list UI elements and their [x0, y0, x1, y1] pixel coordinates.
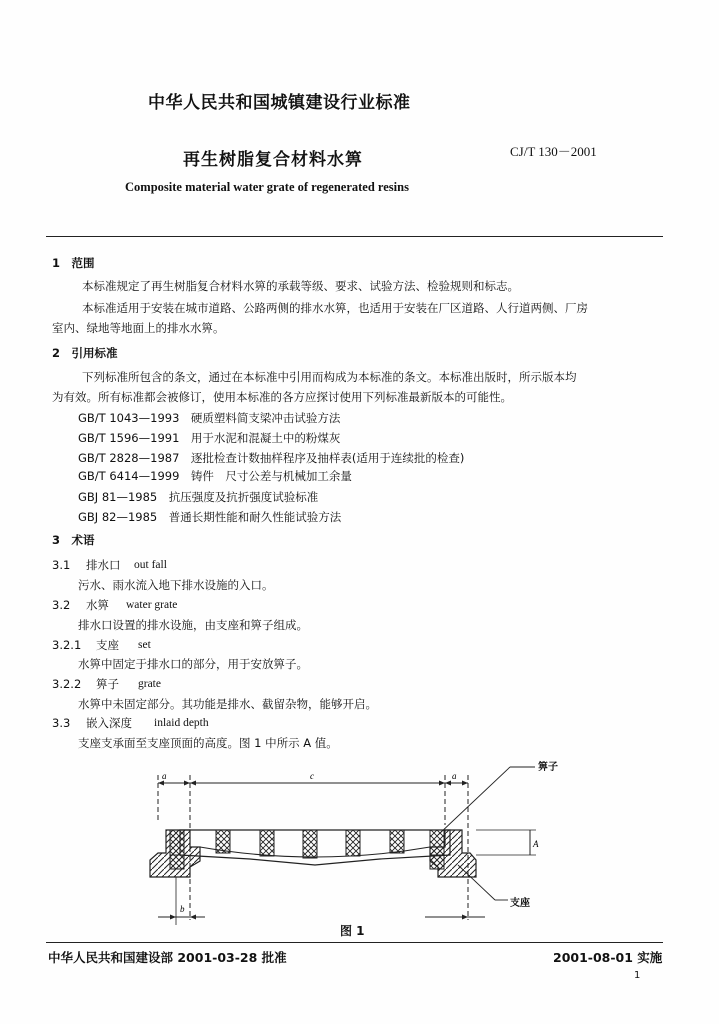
term-3-1-en: out fall — [134, 559, 167, 571]
section-1-heading: 1 范围 — [52, 256, 95, 270]
grate-bar-4 — [303, 830, 317, 858]
grate-bar-6 — [390, 830, 404, 853]
term-3-1-number: 3.1 — [52, 558, 71, 572]
term-3-2-1-definition: 水箅中固定于排水口的部分，用于安放箅子。 — [78, 657, 308, 671]
grate-bar-3 — [260, 830, 274, 856]
grate-bar-1 — [170, 830, 184, 855]
grate-bar-right-lower — [430, 855, 444, 869]
term-3-3-cn: 嵌入深度 — [86, 716, 132, 730]
term-3-2-2-definition: 水箅中未固定部分。其功能是排水、截留杂物，能够开启。 — [78, 697, 377, 711]
arrow-a-right — [445, 781, 451, 786]
arrow-c-left — [184, 781, 190, 786]
reference-2: GB/T 1596—1991 用于水泥和混凝土中的粉煤灰 — [78, 431, 341, 445]
arrow-c-right — [439, 781, 445, 786]
reference-3: GB/T 2828—1987 逐批检查计数抽样程序及抽样表(适用于连续批的检查) — [78, 451, 465, 465]
grate-bar-5 — [346, 830, 360, 856]
dim-label-b: b — [180, 904, 185, 914]
arrow-b-left — [170, 915, 176, 920]
reference-5: GBJ 81—1985 抗压强度及抗折强度试验标准 — [78, 490, 319, 504]
page-number: 1 — [634, 970, 641, 981]
term-3-1-definition: 污水、雨水流入地下排水设施的入口。 — [78, 578, 274, 592]
figure-caption: 图 1 — [340, 924, 365, 938]
standard-code: CJ/T 130－2001 — [510, 144, 597, 159]
term-3-3-en: inlaid depth — [154, 717, 209, 729]
header-rule — [46, 236, 663, 237]
reference-6: GBJ 82—1985 普通长期性能和耐久性能试验方法 — [78, 510, 342, 524]
section-3-heading: 3 术语 — [52, 533, 95, 547]
reference-4: GB/T 6414—1999 铸件 尺寸公差与机械加工余量 — [78, 469, 352, 483]
term-3-2-2-number: 3.2.2 — [52, 677, 82, 691]
section-1-paragraph-2-line-1: 本标准适用于安装在城市道路、公路两侧的排水水箅，也适用于安装在厂区道路、人行道两侧、厂房 — [82, 301, 588, 315]
term-3-2-1-number: 3.2.1 — [52, 638, 82, 652]
arrow-b-right — [190, 915, 196, 920]
section-1-paragraph-1: 本标准规定了再生树脂复合材料水箅的承载等级、要求、试验方法、检验规则和标志。 — [82, 279, 519, 293]
section-2-heading: 2 引用标准 — [52, 346, 118, 360]
leader-grate — [438, 767, 510, 835]
arrow-a-left — [158, 781, 164, 786]
term-3-2-number: 3.2 — [52, 598, 71, 612]
term-3-2-en: water grate — [126, 599, 178, 611]
arrow-c-left-in — [190, 781, 196, 786]
standard-type: 中华人民共和国城镇建设行业标准 — [148, 93, 411, 113]
document-title: 再生树脂复合材料水箅 — [183, 150, 363, 170]
grate-bar-left-lower — [170, 855, 184, 869]
footer-implementation: 2001-08-01 实施 — [553, 950, 663, 965]
footer-rule — [46, 942, 663, 943]
term-3-2-2-cn: 箅子 — [96, 677, 119, 691]
reference-1: GB/T 1043—1993 硬质塑料简支梁冲击试验方法 — [78, 411, 341, 425]
term-3-3-number: 3.3 — [52, 716, 71, 730]
arrow-right-lower — [462, 915, 468, 920]
grate-bar-7 — [430, 830, 444, 855]
english-title: Composite material water grate of regenerated resins — [125, 180, 409, 194]
term-3-2-1-en: set — [138, 639, 151, 651]
term-3-2-cn: 水箅 — [86, 598, 109, 612]
section-2-paragraph-line-1: 下列标准所包含的条文，通过在本标准中引用而构成为本标准的条文。本标准出版时，所示版本均 — [82, 370, 577, 384]
dim-label-A: A — [533, 839, 539, 849]
term-3-1-cn: 排水口 — [86, 558, 121, 572]
dim-label-a-left: a — [162, 771, 167, 781]
dim-label-a-right: a — [452, 771, 457, 781]
figure-label-seat: 支座 — [510, 898, 530, 909]
dim-label-c: c — [310, 771, 314, 781]
term-3-2-1-cn: 支座 — [96, 638, 119, 652]
term-3-2-definition: 排水口设置的排水设施，由支座和箅子组成。 — [78, 618, 308, 632]
figure-label-grate: 箅子 — [538, 762, 558, 773]
section-2-paragraph-line-2: 为有效。所有标准都会被修订，使用本标准的各方应探讨使用下列标准最新版本的可能性。 — [52, 390, 512, 404]
term-3-3-definition: 支座支承面至支座顶面的高度。图 1 中所示 A 值。 — [78, 736, 338, 750]
grate-bar-2 — [216, 830, 230, 853]
term-3-2-2-en: grate — [138, 678, 161, 690]
footer-approval: 中华人民共和国建设部 2001-03-28 批准 — [48, 950, 287, 965]
section-1-paragraph-2-line-2: 室内、绿地等地面上的排水水箅。 — [52, 321, 225, 335]
arrow-a-right-out — [462, 781, 468, 786]
